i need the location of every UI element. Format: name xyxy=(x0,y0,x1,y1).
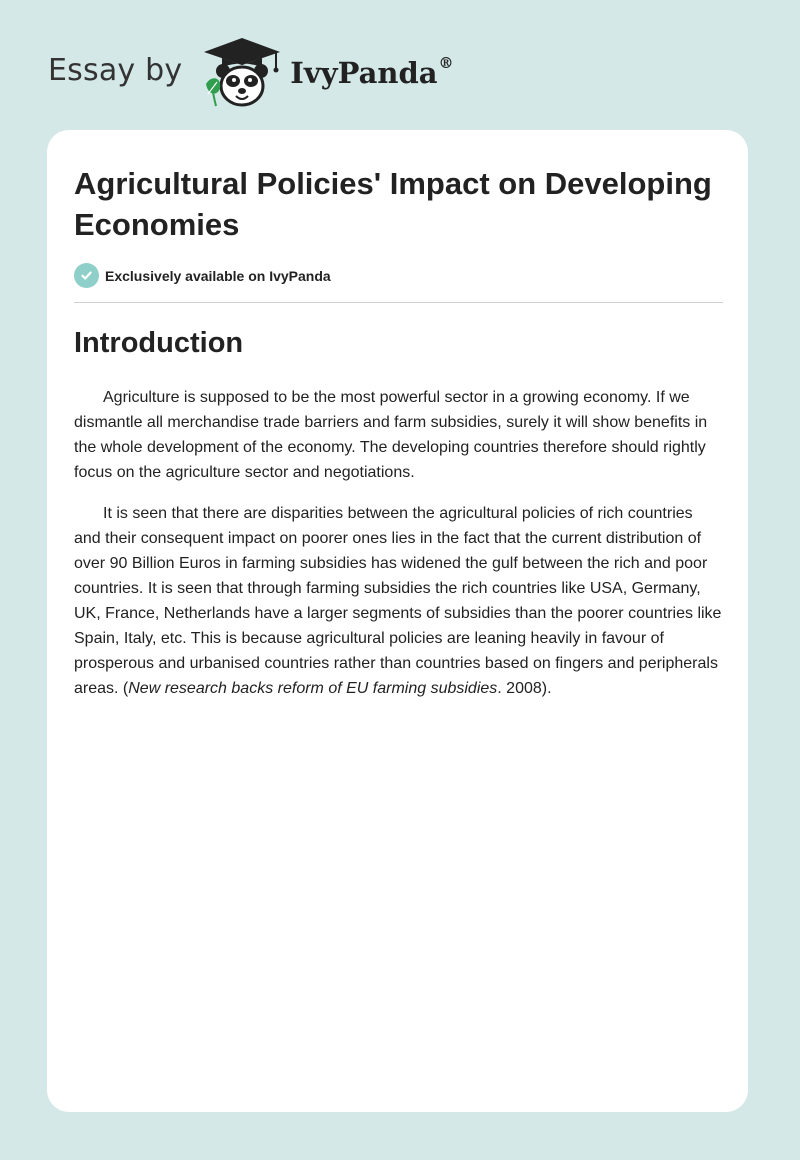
essay-body xyxy=(74,385,722,717)
title-divider xyxy=(74,302,723,303)
page-title: Agricultural Policies' Impact on Developing Economies xyxy=(74,166,712,242)
citation-title: New research backs reform of EU farming subsidies xyxy=(128,680,498,697)
section-heading-introduction: Introduction xyxy=(74,327,244,359)
paragraph-1: Agriculture is supposed to be the most powerful sector in a growing economy. If we dismantle all merchandise trade barriers and farm subsidies, surely it will show benefits in the whole development of the economy. The developing countries therefore should rightly focus on the agriculture sector and negotiations. xyxy=(74,389,708,481)
essay-card xyxy=(47,130,748,1112)
panda-graduate-logo-icon xyxy=(200,36,284,108)
exclusive-badge xyxy=(74,263,331,288)
citation-year: . 2008). xyxy=(497,680,552,697)
brand-name-text: IvyPanda xyxy=(290,56,438,90)
site-header xyxy=(48,36,454,108)
registered-mark: ® xyxy=(438,54,454,72)
exclusive-label: Exclusively available on IvyPanda xyxy=(105,267,331,284)
brand-name[interactable] xyxy=(290,56,453,90)
essay-by-label: Essay by xyxy=(48,52,183,88)
paragraph-2 xyxy=(74,501,722,701)
paragraph-2-text: It is seen that there are disparities between the agricultural policies of rich countries and their consequent impact on poorer ones lies in the fact that the current distribution of over 90 Billion Euros in farming subsidies has widened the gulf between the rich and poor countries. It is seen that through farming subsidies the rich countries like USA, Germany, UK, France, Netherlands have a larger segments of subsidies than the poorer countries like Spain, Italy, etc. This is because agricultural policies are leaning heavily in favour of prosperous and urbanised countries rather than countries based on fingers and peripherals areas. ( xyxy=(74,505,722,697)
check-circle-icon xyxy=(74,263,99,288)
